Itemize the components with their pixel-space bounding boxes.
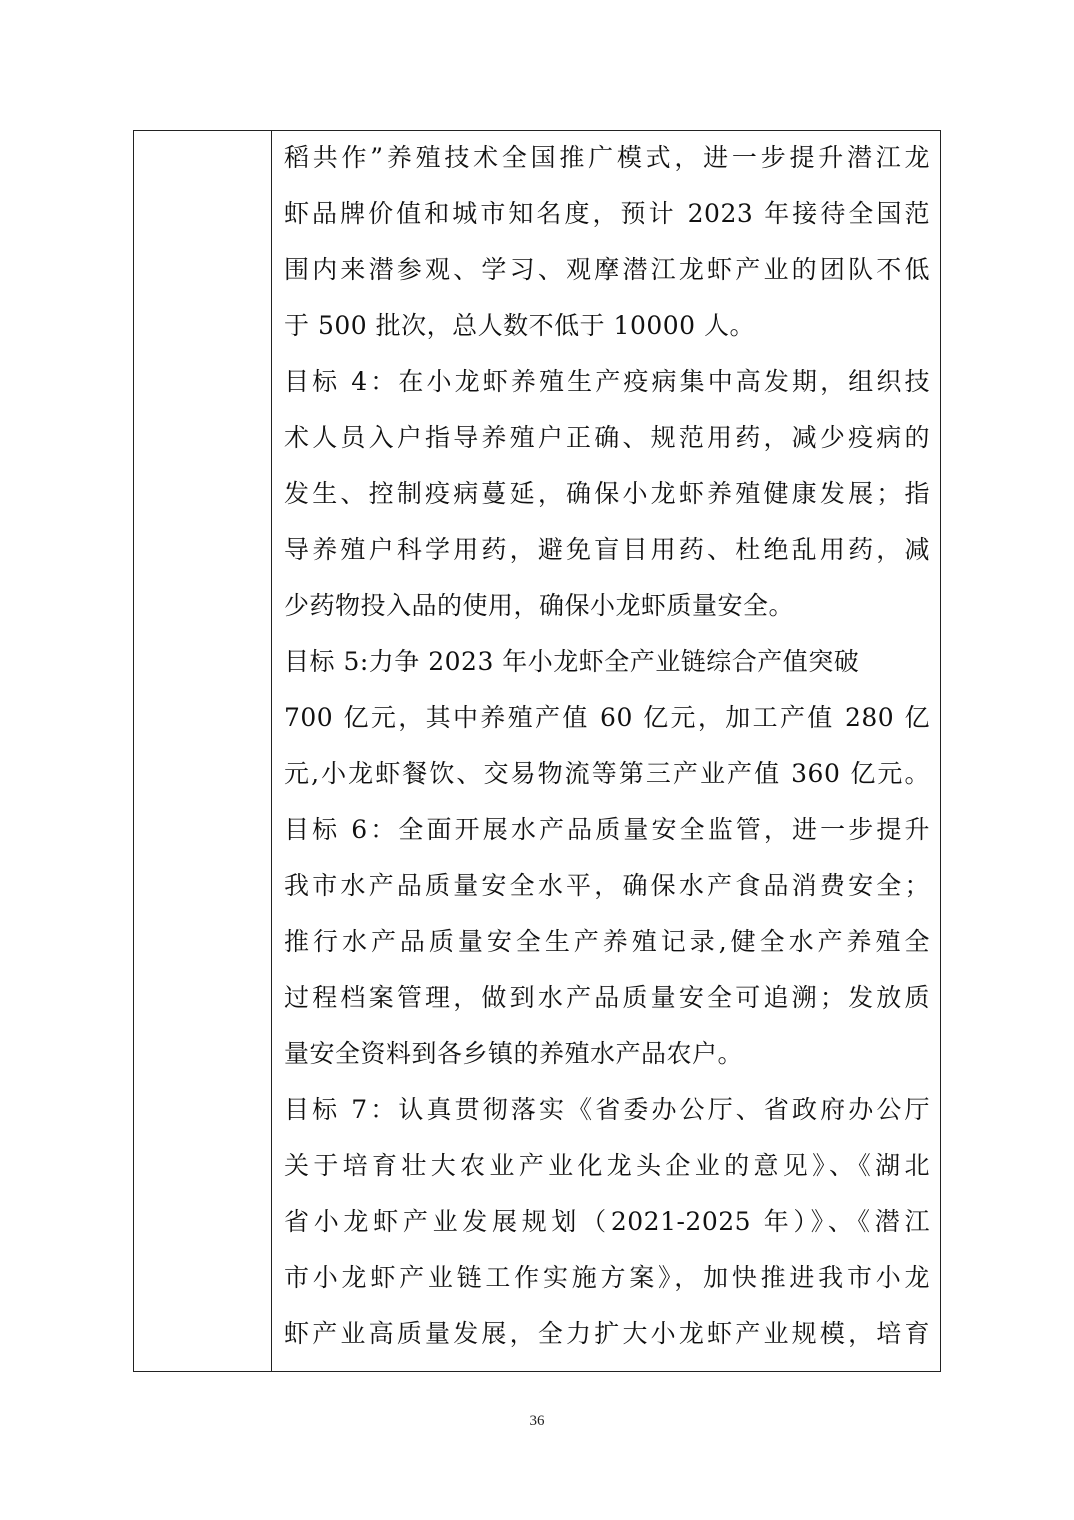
text-line: 目标 4：在小龙虾养殖生产疫病集中高发期，组织技 <box>284 367 930 396</box>
table-right-cell <box>272 131 940 1371</box>
text-line: 过程档案管理，做到水产品质量安全可追溯；发放质 <box>284 983 930 1012</box>
text-line: 目标 5:力争 2023 年小龙虾全产业链综合产值突破 <box>284 647 860 676</box>
text-line: 推行水产品质量安全生产养殖记录,健全水产养殖全 <box>284 927 930 956</box>
page-number: 36 <box>529 1413 545 1429</box>
text-line: 省小龙虾产业发展规划（2021-2025 年）》、《潜江 <box>284 1207 930 1236</box>
text-line: 于 500 批次，总人数不低于 10000 人。 <box>284 311 756 340</box>
text-line: 市小龙虾产业链工作实施方案》，加快推进我市小龙 <box>284 1263 930 1292</box>
text-line: 导养殖户科学用药，避免盲目用药、杜绝乱用药，减 <box>284 535 930 564</box>
text-line: 目标 6：全面开展水产品质量安全监管，进一步提升 <box>284 815 930 844</box>
text-line: 术人员入户指导养殖户正确、规范用药，减少疫病的 <box>284 423 930 452</box>
table-left-cell <box>134 131 272 1371</box>
text-line: 围内来潜参观、学习、观摩潜江龙虾产业的团队不低 <box>284 255 930 284</box>
text-line: 目标 7：认真贯彻落实《省委办公厅、省政府办公厅 <box>284 1095 930 1124</box>
text-line: 虾品牌价值和城市知名度，预计 2023 年接待全国范 <box>284 199 930 228</box>
text-line: 700 亿元，其中养殖产值 60 亿元，加工产值 280 亿 <box>284 703 930 732</box>
text-line: 少药物投入品的使用，确保小龙虾质量安全。 <box>284 591 795 620</box>
text-line: 量安全资料到各乡镇的养殖水产品农户。 <box>284 1039 744 1068</box>
text-line: 我市水产品质量安全水平，确保水产食品消费安全； <box>284 871 930 900</box>
text-line: 关于培育壮大农业产业化龙头企业的意见》、《湖北 <box>284 1151 930 1180</box>
text-line: 元,小龙虾餐饮、交易物流等第三产业产值 360 亿元。 <box>284 759 930 788</box>
content-table <box>133 130 941 1372</box>
text-line: 发生、控制疫病蔓延，确保小龙虾养殖健康发展；指 <box>284 479 930 508</box>
text-line: 稻共作”养殖技术全国推广模式，进一步提升潜江龙 <box>284 143 930 172</box>
text-line: 虾产业高质量发展，全力扩大小龙虾产业规模，培育 <box>284 1319 930 1348</box>
